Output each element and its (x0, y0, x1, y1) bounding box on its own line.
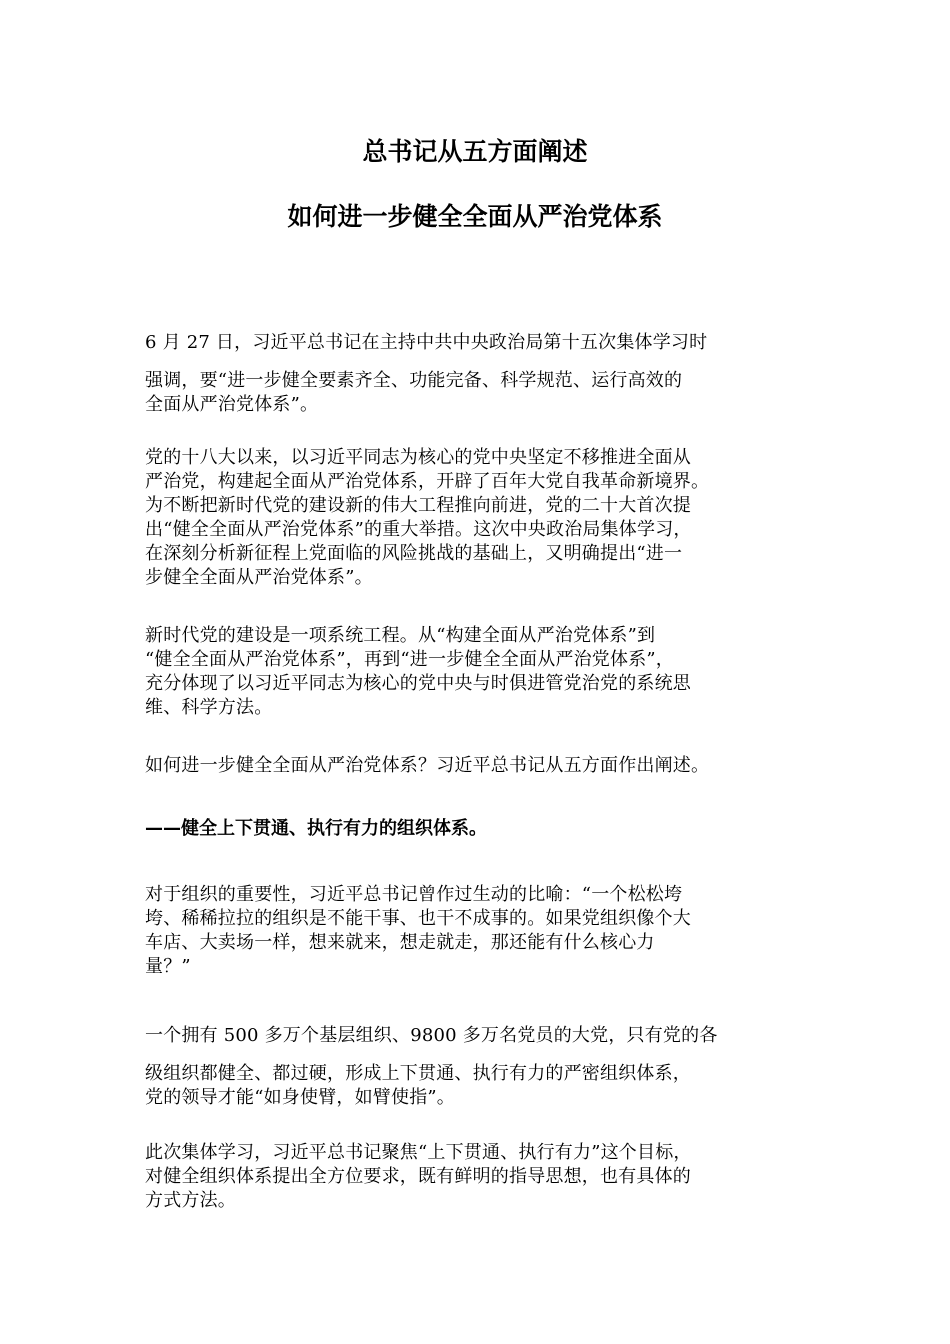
paragraph-line: 6 月 27 日，习近平总书记在主持中共中央政治局第十五次集体学习时 (145, 332, 708, 353)
paragraph-line: 一个拥有 500 多万个基层组织、9800 多万名党员的大党，只有党的各 (145, 1025, 718, 1046)
paragraph-line: 步健全全面从严治党体系”。 (145, 567, 373, 588)
paragraph-line: 在深刻分析新征程上党面临的风险挑战的基础上，又明确提出“进一 (145, 543, 683, 564)
paragraph-line: 为不断把新时代党的建设新的伟大工程推向前进，党的二十大首次提 (145, 495, 691, 516)
paragraph-3 (145, 624, 810, 720)
paragraph-5 (145, 883, 810, 979)
paragraph-line: 严治党，构建起全面从严治党体系，开辟了百年大党自我革命新境界。 (145, 471, 710, 492)
paragraph-line: 党的领导才能“如身使臂，如臂使指”。 (145, 1087, 456, 1108)
section-heading: ——健全上下贯通、执行有力的组织体系。 (145, 818, 487, 839)
paragraph-line: 全面从严治党体系”。 (145, 394, 319, 415)
paragraph-line: “健全全面从严治党体系”，再到“进一步健全全面从严治党体系”， (145, 649, 675, 670)
paragraph-2 (145, 446, 810, 590)
paragraph-line: 垮、稀稀拉拉的组织是不能干事、也干不成事的。如果党组织像个大 (145, 908, 691, 929)
paragraph-line: 车店、大卖场一样，想来就来，想走就走，那还能有什么核心力 (145, 932, 655, 953)
paragraph-line: 对健全组织体系提出全方位要求，既有鲜明的指导思想，也有具体的 (145, 1166, 691, 1187)
paragraph-7 (145, 1141, 810, 1213)
paragraph-line: 维、科学方法。 (145, 697, 273, 718)
document-title-line-1: 总书记从五方面阐述 (362, 137, 588, 166)
paragraph-line: 新时代党的建设是一项系统工程。从“构建全面从严治党体系”到 (145, 625, 656, 646)
paragraph-line: 强调，要“进一步健全要素齐全、功能完备、科学规范、运行高效的 (145, 370, 683, 391)
document-title-line-2: 如何进一步健全全面从严治党体系 (287, 202, 663, 231)
paragraph-line: 出“健全全面从严治党体系”的重大举措。这次中央政治局集体学习， (145, 519, 692, 540)
paragraph-6 (145, 1024, 810, 1110)
paragraph-1 (145, 331, 810, 417)
paragraph-line: 级组织都健全、都过硬，形成上下贯通、执行有力的严密组织体系， (145, 1063, 691, 1084)
paragraph-line: 对于组织的重要性，习近平总书记曾作过生动的比喻：“一个松松垮 (145, 884, 683, 905)
paragraph-line: 量？” (145, 956, 191, 977)
paragraph-4 (145, 754, 810, 778)
paragraph-line: 充分体现了以习近平同志为核心的党中央与时俱进管党治党的系统思 (145, 673, 691, 694)
paragraph-line: 党的十八大以来，以习近平同志为核心的党中央坚定不移推进全面从 (145, 447, 691, 468)
paragraph-line: 此次集体学习，习近平总书记聚焦“上下贯通、执行有力”这个目标， (145, 1142, 692, 1163)
paragraph-line: 方式方法。 (145, 1190, 236, 1211)
paragraph-line: 如何进一步健全全面从严治党体系？习近平总书记从五方面作出阐述。 (145, 755, 710, 776)
